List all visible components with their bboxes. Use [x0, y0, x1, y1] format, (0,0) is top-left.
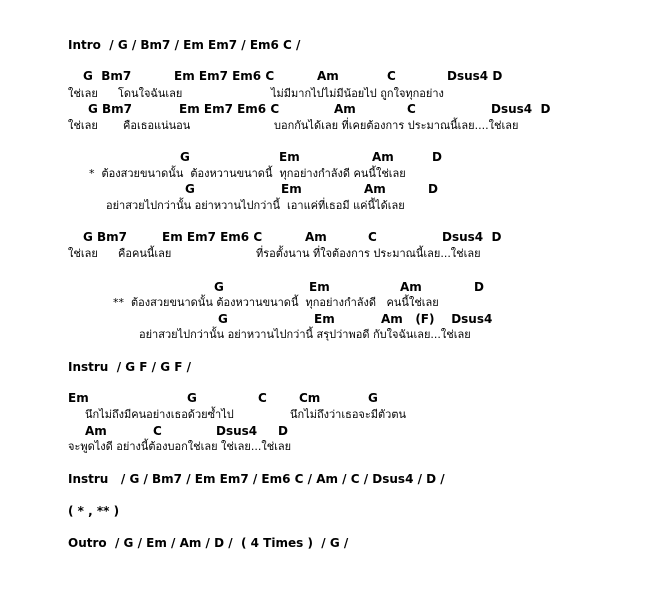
lyric-line: ใช่เลย [68, 247, 98, 260]
chord-line: Em [309, 280, 330, 294]
lyric-line: ใช่เลย [68, 87, 98, 100]
chord-line: Am (F) Dsus4 [381, 312, 493, 326]
lyric-line: คือคนนี้เลย [118, 247, 172, 260]
lyric-line: นึกไม่ถึงว่าเธอจะมีตัวตน [290, 408, 407, 421]
chord-line: Dsus4 D [442, 230, 502, 244]
instru-line: Instru / G F / G F / [68, 360, 192, 374]
outro-line: Outro / G / Em / Am / D / ( 4 Times ) / G / [68, 536, 349, 550]
chord-line: G [180, 150, 190, 164]
chord-line: D [474, 280, 484, 294]
chord-line: G [368, 391, 378, 405]
chord-line: Am [400, 280, 422, 294]
chord-line: Am [85, 424, 107, 438]
lyric-line: * ต้องสวยขนาดนั้น ต้องหวานขนาดนี้ ทุกอย่างกำลังดี คนนี้ใช่เลย [89, 167, 406, 180]
chord-line: Em Em7 Em6 C [174, 69, 275, 83]
lyric-line: อย่าสวยไปกว่านั้น อย่าหวานไปกว่านี้ สรุปว่าพอดี กับใจฉันเลย...ใช่เลย [139, 328, 471, 341]
chord-line: G Bm7 [83, 230, 128, 244]
chord-line: C [153, 424, 162, 438]
lyric-line: คือเธอแน่นอน [123, 119, 191, 132]
chord-line: G [187, 391, 197, 405]
chord-line: Em [68, 391, 89, 405]
chord-line: C [387, 69, 396, 83]
chord-line: G [185, 182, 195, 196]
chord-line: G [218, 312, 228, 326]
instru-line: Instru / G / Bm7 / Em Em7 / Em6 C / Am / C / Dsus4 / D / [68, 472, 445, 486]
lyric-line: นึกไม่ถึงมีคนอย่างเธอด้วยซ้ำไป [85, 408, 234, 421]
lyric-line: ** ต้องสวยขนาดนั้น ต้องหวานขนาดนี้ ทุกอย่างกำลังดี คนนี้ใช่เลย [113, 296, 439, 309]
chord-line: Em [279, 150, 300, 164]
chord-line: Am [305, 230, 327, 244]
lyric-line: จะพูดไงดี อย่างนี้ต้องบอกใช่เลย ใช่เลย...ใช่เลย [68, 440, 292, 453]
chord-line: G Bm7 [83, 69, 132, 83]
chord-line: Em [314, 312, 335, 326]
chord-line: Em Em7 Em6 C [179, 102, 280, 116]
chord-line: D [428, 182, 438, 196]
chord-line: C [407, 102, 416, 116]
chord-line: Cm [299, 391, 321, 405]
chord-line: D [432, 150, 442, 164]
chord-line: Dsus4 D [491, 102, 551, 116]
intro-line: Intro / G / Bm7 / Em Em7 / Em6 C / [68, 38, 301, 52]
chord-line: C [368, 230, 377, 244]
chord-line: Em [281, 182, 302, 196]
repeat-line: ( * , ** ) [68, 504, 120, 518]
chord-line: Dsus4 D [447, 69, 503, 83]
chord-line: C [258, 391, 267, 405]
chord-line: G Bm7 [88, 102, 133, 116]
chord-line: Dsus4 D [216, 424, 288, 438]
lyric-line: ที่รอตั้งนาน ที่ใจต้องการ ประมาณนี้เลย...ใช่เลย [256, 247, 481, 260]
lyric-line: ไม่มีมากไปไม่มีน้อยไป ถูกใจทุกอย่าง [271, 87, 444, 100]
lyric-line: โดนใจฉันเลย [118, 87, 183, 100]
chord-line: Am [317, 69, 339, 83]
chord-line: Am [364, 182, 386, 196]
chord-line: Em Em7 Em6 C [162, 230, 263, 244]
lyric-line: บอกกันได้เลย ที่เคยต้องการ ประมาณนี้เลย....ใช่เลย [274, 119, 519, 132]
chord-line: Am [372, 150, 394, 164]
chord-line: Am [334, 102, 356, 116]
lyric-line: อย่าสวยไปกว่านั้น อย่าหวานไปกว่านี้ เอาแค่ที่เธอมี แค่นี้ได้เลย [106, 199, 405, 212]
lyric-line: ใช่เลย [68, 119, 98, 132]
chord-line: G [214, 280, 224, 294]
